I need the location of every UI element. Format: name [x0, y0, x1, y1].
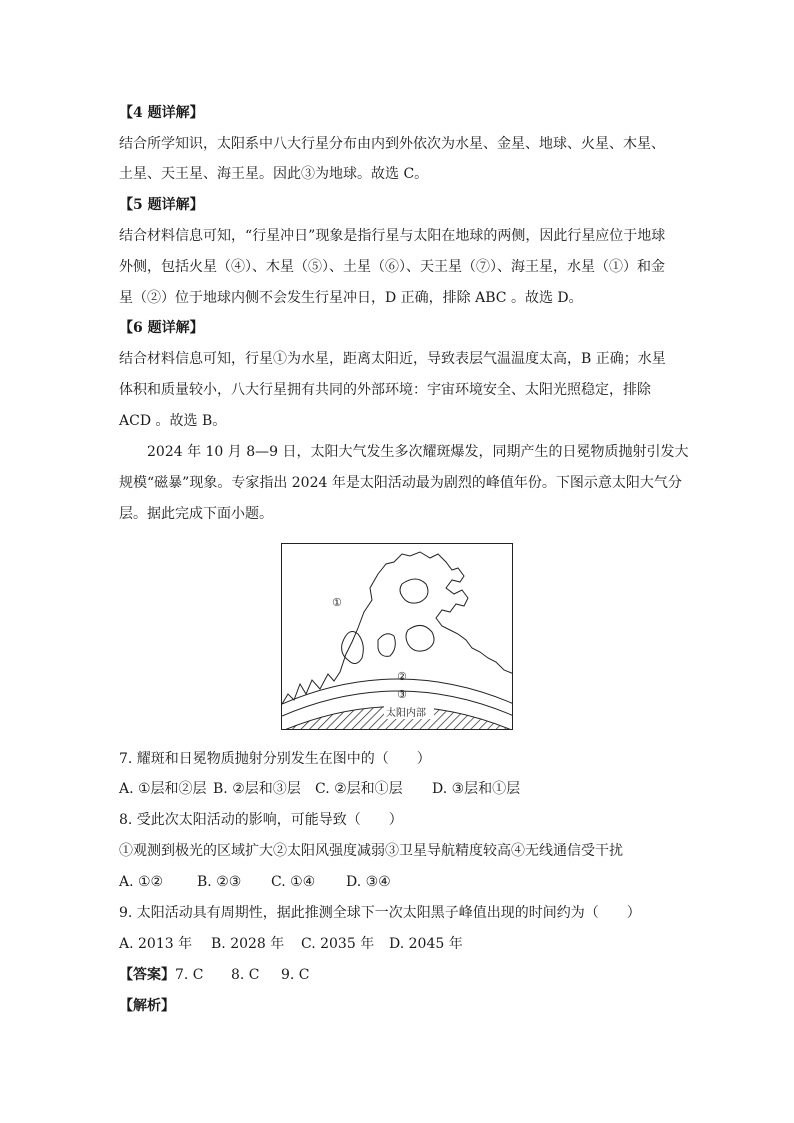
q7-option-b[interactable]: B. ②层和③层	[213, 781, 301, 797]
section6-line-2: 体积和质量较小，八大行星拥有共同的外部环境：宇宙环境安全、太阳光照稳定，排除	[119, 382, 651, 398]
q7-option-d[interactable]: D. ③层和①层	[432, 781, 521, 797]
label-sun-interior: 太阳内部	[386, 708, 426, 719]
section5-line-3: 星（②）位于地球内侧不会发生行星冲日，D 正确，排除 ABC 。故选 D。	[119, 290, 583, 306]
section5-line-2: 外侧，包括火星（④）、木星（⑤）、土星（⑥）、天王星（⑦）、海王星，水星（①）和金	[119, 259, 665, 275]
prominence-inner-4	[378, 634, 395, 657]
q8-options	[119, 872, 391, 892]
prominence-inner-3	[406, 625, 434, 651]
answer-8: 8. C	[231, 967, 260, 983]
answer-line	[119, 965, 310, 985]
q7-stem: 7. 耀斑和日冕物质抛射分别发生在图中的（ ）	[119, 751, 431, 767]
q8-option-c[interactable]: C. ①④	[271, 874, 316, 890]
answer-label: 【答案】	[119, 967, 175, 983]
intro-line-3: 层。据此完成下面小题。	[119, 506, 273, 522]
label-layer-3: ③	[397, 688, 407, 701]
q8-option-d[interactable]: D. ③④	[346, 874, 391, 890]
q9-option-d[interactable]: D. 2045 年	[389, 936, 463, 952]
label-layer-1: ①	[332, 596, 342, 609]
solar-atmosphere-diagram	[281, 543, 513, 730]
section6-heading: 【6 题详解】	[119, 320, 204, 336]
q8-option-b[interactable]: B. ②③	[197, 874, 242, 890]
q9-option-b[interactable]: B. 2028 年	[211, 936, 285, 952]
section5-heading: 【5 题详解】	[119, 197, 204, 213]
section4-line-1: 结合所学知识，太阳系中八大行星分布由内到外依次为水星、金星、地球、火星、木星、	[119, 136, 665, 152]
q9-option-a[interactable]: A. 2013 年	[119, 936, 193, 952]
section6-line-3: ACD 。故选 B。	[119, 413, 227, 429]
answer-9: 9. C	[281, 967, 310, 983]
section5-line-1: 结合材料信息可知，“行星冲日”现象是指行星与太阳在地球的两侧，因此行星应位于地球	[119, 228, 666, 244]
q9-stem: 9. 太阳活动具有周期性，据此推测全球下一次太阳黑子峰值出现的时间约为（ ）	[119, 905, 641, 921]
q7-option-c[interactable]: C. ②层和①层	[315, 781, 403, 797]
q7-options	[119, 779, 520, 799]
answer-7: 7. C	[175, 967, 204, 983]
intro-line-1: 2024 年 10 月 8—9 日，太阳大气发生多次耀斑爆发，同期产生的日冕物质抛射引发大	[147, 444, 689, 460]
section4-line-2: 土星、天王星、海王星。因此③为地球。故选 C。	[119, 166, 429, 182]
label-layer-2: ②	[397, 670, 407, 683]
q9-options	[119, 934, 463, 954]
q7-option-a[interactable]: A. ①层和②层	[119, 781, 207, 797]
q8-items: ①观测到极光的区域扩大②太阳风强度减弱③卫星导航精度较高④无线通信受干扰	[119, 843, 623, 859]
q8-stem: 8. 受此次太阳活动的影响，可能导致（ ）	[119, 812, 403, 828]
q9-option-c[interactable]: C. 2035 年	[301, 936, 375, 952]
q8-option-a[interactable]: A. ①②	[119, 874, 164, 890]
prominence-inner-2	[400, 579, 428, 603]
intro-line-2: 规模“磁暴”现象。专家指出 2024 年是太阳活动最为剧烈的峰值年份。下图示意太阳大气分	[119, 475, 682, 491]
section6-line-1: 结合材料信息可知，行星①为水星，距离太阳近，导致表层气温温度太高，B 正确；水星	[119, 351, 666, 367]
section4-heading: 【4 题详解】	[119, 105, 204, 121]
analysis-heading: 【解析】	[119, 998, 175, 1014]
